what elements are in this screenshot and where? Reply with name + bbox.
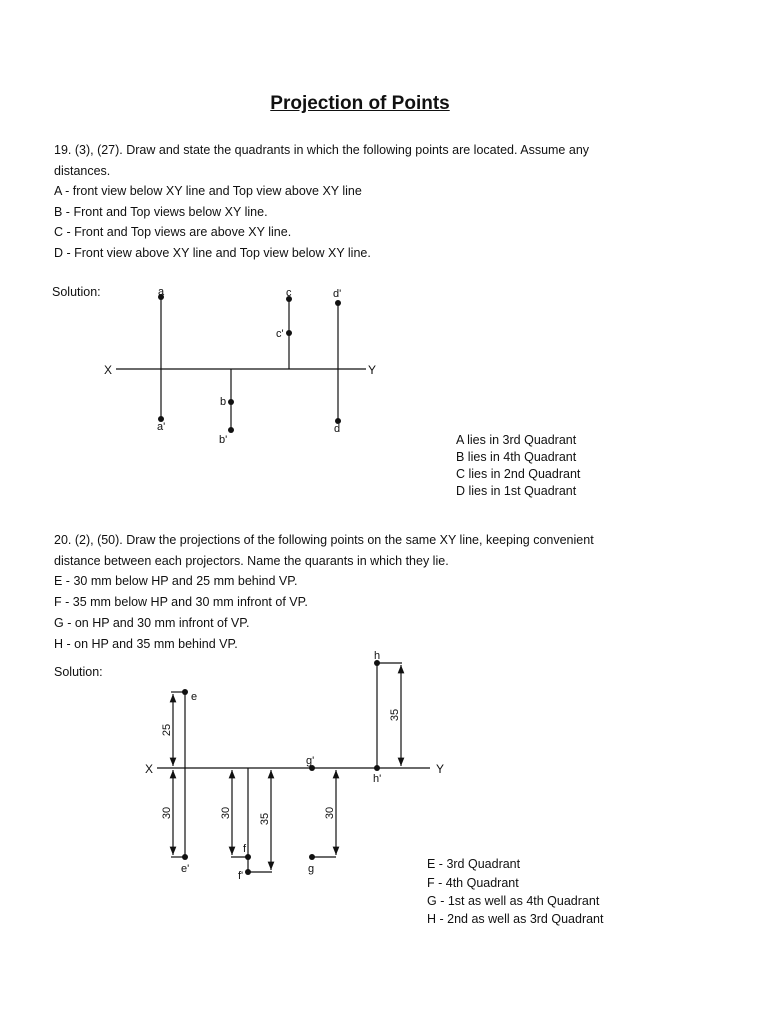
- q20-dim-label-f-top: 30: [220, 806, 232, 820]
- q19-line-4: B - Front and Top views below XY line.: [54, 205, 268, 219]
- q20-point-e: [182, 689, 188, 695]
- q20-dim-label-e-bottom: 30: [161, 806, 173, 820]
- q19-label-c: c: [286, 287, 292, 299]
- q19-line-1: 19. (3), (27). Draw and state the quadrants in which the following points are located. Assume any: [54, 143, 590, 157]
- q19-point-b-front: [228, 427, 234, 433]
- q19-answer-d: D lies in 1st Quadrant: [456, 484, 577, 498]
- q20-label-e1: e': [181, 863, 190, 875]
- q20-label-h: h: [374, 650, 381, 662]
- q20-dim-label-h: 35: [389, 708, 401, 722]
- q20-label-g1: g': [306, 755, 315, 767]
- q19-point-c-front: [286, 330, 292, 336]
- q19-answer-b: B lies in 4th Quadrant: [456, 450, 577, 464]
- q20-line-3: E - 30 mm below HP and 25 mm behind VP.: [54, 574, 298, 588]
- q19-x-label: X: [104, 363, 113, 377]
- q20-line-6: H - on HP and 35 mm behind VP.: [54, 637, 238, 651]
- q19-label-a: a: [158, 286, 165, 298]
- q20-answer-h: H - 2nd as well as 3rd Quadrant: [427, 912, 604, 926]
- q20-point-g: [309, 854, 315, 860]
- q20-label-f1: f': [238, 870, 244, 882]
- q20-line-5: G - on HP and 30 mm infront of VP.: [54, 616, 250, 630]
- q20-dim-label-e-top: 25: [161, 723, 173, 737]
- q19-point-b: [228, 399, 234, 405]
- q19-label-b1: b': [219, 434, 228, 446]
- q19-line-6: D - Front view above XY line and Top view below XY line.: [54, 246, 371, 260]
- q19-label-d: d: [334, 423, 341, 435]
- q20-answer-f: F - 4th Quadrant: [427, 876, 519, 890]
- q20-label-f: f: [243, 843, 247, 855]
- q20-answer-e: E - 3rd Quadrant: [427, 857, 521, 871]
- q19-label-b: b: [220, 396, 227, 408]
- q19-diagram: [116, 297, 366, 430]
- q19-answer-c: C lies in 2nd Quadrant: [456, 467, 581, 481]
- q19-label-a1: a': [157, 421, 166, 433]
- q20-dim-label-f-bottom: 35: [259, 812, 271, 826]
- page-title: Projection of Points: [270, 93, 450, 114]
- q19-label-d1: d': [333, 288, 342, 300]
- q20-label-g: g: [308, 863, 315, 875]
- q20-label-h1: h': [373, 773, 382, 785]
- q19-label-c1: c': [276, 328, 284, 340]
- q20-y-label: Y: [436, 762, 445, 776]
- q20-diagram: [157, 663, 430, 872]
- q19-point-d-front: [335, 300, 341, 306]
- q20-point-h-front: [374, 765, 380, 771]
- q19-line-2: distances.: [54, 164, 111, 178]
- q19-solution-label: Solution:: [52, 285, 101, 299]
- q20-point-f-front: [245, 869, 251, 875]
- q19-line-5: C - Front and Top views are above XY line.: [54, 225, 292, 239]
- q20-line-1: 20. (2), (50). Draw the projections of the following points on the same XY line, keeping convenient: [54, 533, 594, 547]
- q20-label-e: e: [191, 691, 198, 703]
- q20-answer-g: G - 1st as well as 4th Quadrant: [427, 894, 600, 908]
- q20-x-label: X: [145, 762, 154, 776]
- q19-y-label: Y: [368, 363, 377, 377]
- q20-line-2: distance between each projectors. Name the quarants in which they lie.: [54, 554, 449, 568]
- q20-point-e-front: [182, 854, 188, 860]
- q20-line-4: F - 35 mm below HP and 30 mm infront of VP.: [54, 595, 308, 609]
- q20-dim-label-g: 30: [324, 806, 336, 820]
- q20-solution-label: Solution:: [54, 665, 103, 679]
- q19-answer-a: A lies in 3rd Quadrant: [456, 433, 577, 447]
- q19-line-3: A - front view below XY line and Top view above XY line: [54, 184, 362, 198]
